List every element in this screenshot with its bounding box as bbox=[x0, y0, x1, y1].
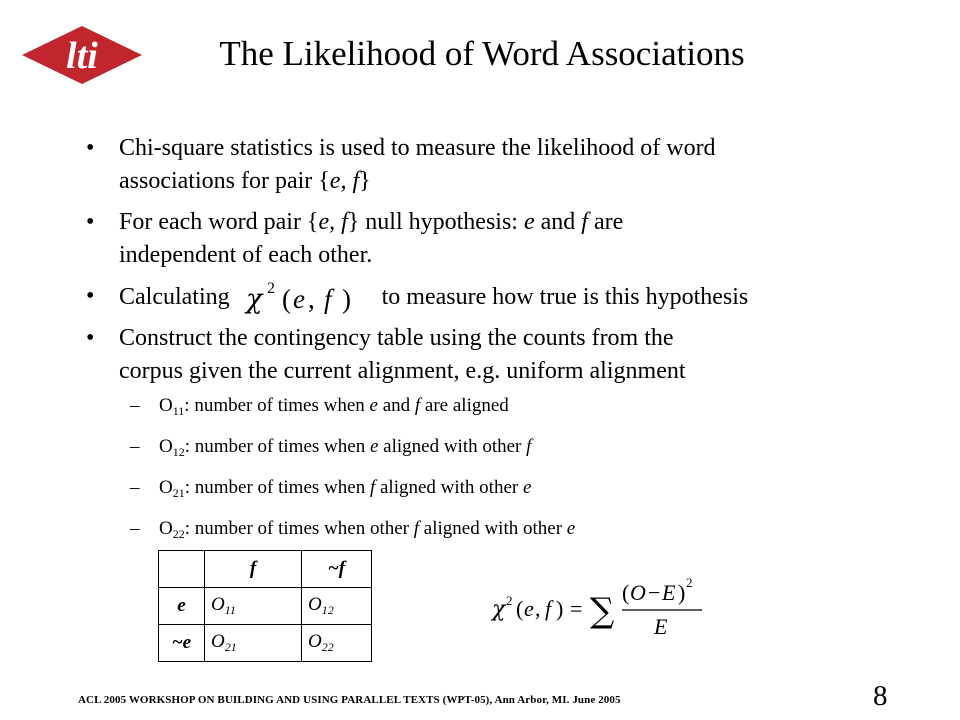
bullet-null-hypothesis: • For each word pair {e, f} null hypothesis: e and f are independent of each other. bbox=[86, 206, 866, 272]
subitem-o21: – $O_{21}$: number of times when f aligned with other e bbox=[130, 477, 532, 500]
table-row-label: e bbox=[159, 588, 205, 625]
svg-text:(: ( bbox=[516, 596, 524, 621]
footer-text: ACL 2005 WORKSHOP ON BUILDING AND USING PARALLEL TEXTS (WPT-05), Ann Arbor, MI. June 2005 bbox=[78, 694, 621, 706]
svg-text:=: = bbox=[570, 596, 583, 621]
slide-title: The Likelihood of Word Associations bbox=[219, 34, 745, 73]
svg-text:χ: χ bbox=[492, 597, 506, 622]
logo-text: lti bbox=[66, 35, 98, 77]
svg-text:2: 2 bbox=[266, 280, 275, 297]
table-cell: $O_{11}$ bbox=[205, 588, 302, 625]
svg-text:−: − bbox=[648, 580, 661, 605]
table-header-f: f bbox=[205, 551, 302, 588]
table-header-not-f: ~f bbox=[302, 551, 372, 588]
svg-text:∑: ∑ bbox=[590, 591, 615, 631]
bullet-dot: • bbox=[86, 209, 95, 235]
table-cell: $O_{21}$ bbox=[205, 625, 302, 662]
bullet-contingency: • Construct the contingency table using the counts from the corpus given the current alignment, e.g. uniform alignment bbox=[86, 322, 866, 388]
table-row bbox=[159, 588, 372, 625]
chi-square-formula bbox=[242, 280, 370, 314]
bullet-calculating: • Calculating χ 2 ( e , f ) to measure how true is this hypothesis bbox=[86, 280, 749, 314]
svg-text:2: 2 bbox=[506, 593, 513, 608]
bullet-chi-square: • Chi-square statistics is used to measure the likelihood of word associations for pair {e, f} bbox=[86, 132, 866, 198]
svg-text:): ) bbox=[556, 596, 564, 621]
svg-text:,: , bbox=[307, 284, 315, 314]
svg-text:(: ( bbox=[281, 284, 291, 314]
bullet-dot: • bbox=[86, 135, 95, 161]
table-row bbox=[159, 625, 372, 662]
bullet-list bbox=[86, 132, 866, 558]
chi-square-sum-formula bbox=[490, 572, 720, 642]
contingency-table bbox=[158, 550, 372, 662]
bullet-dot: • bbox=[86, 283, 95, 309]
svg-text:f: f bbox=[545, 596, 552, 621]
table-cell: $O_{22}$ bbox=[302, 625, 372, 662]
svg-text:χ: χ bbox=[245, 284, 263, 314]
subitem-o12: – $O_{12}$: number of times when e aligned with other f bbox=[130, 436, 532, 459]
svg-text:e: e bbox=[524, 596, 534, 621]
svg-text:e: e bbox=[292, 284, 305, 314]
svg-text:,: , bbox=[535, 596, 541, 621]
table-row-label: ~e bbox=[159, 625, 205, 662]
table-corner-cell bbox=[159, 551, 205, 588]
svg-text:E: E bbox=[662, 580, 676, 605]
subitem-o22: – $O_{22}$: number of times when other f aligned with other e bbox=[130, 518, 576, 541]
svg-text:): ) bbox=[678, 580, 686, 605]
subitem-o11: – $O_{11}$: number of times when e and f are aligned bbox=[130, 395, 509, 418]
svg-text:O: O bbox=[630, 580, 646, 605]
svg-text:2: 2 bbox=[686, 575, 693, 590]
bullet-dot: • bbox=[86, 325, 95, 351]
svg-text:f: f bbox=[323, 284, 332, 314]
table-header-row bbox=[159, 551, 372, 588]
svg-text:): ) bbox=[341, 284, 351, 314]
page-number: 8 bbox=[873, 680, 888, 712]
svg-text:(: ( bbox=[622, 580, 630, 605]
table-cell: $O_{12}$ bbox=[302, 588, 372, 625]
svg-text:E: E bbox=[654, 614, 668, 639]
